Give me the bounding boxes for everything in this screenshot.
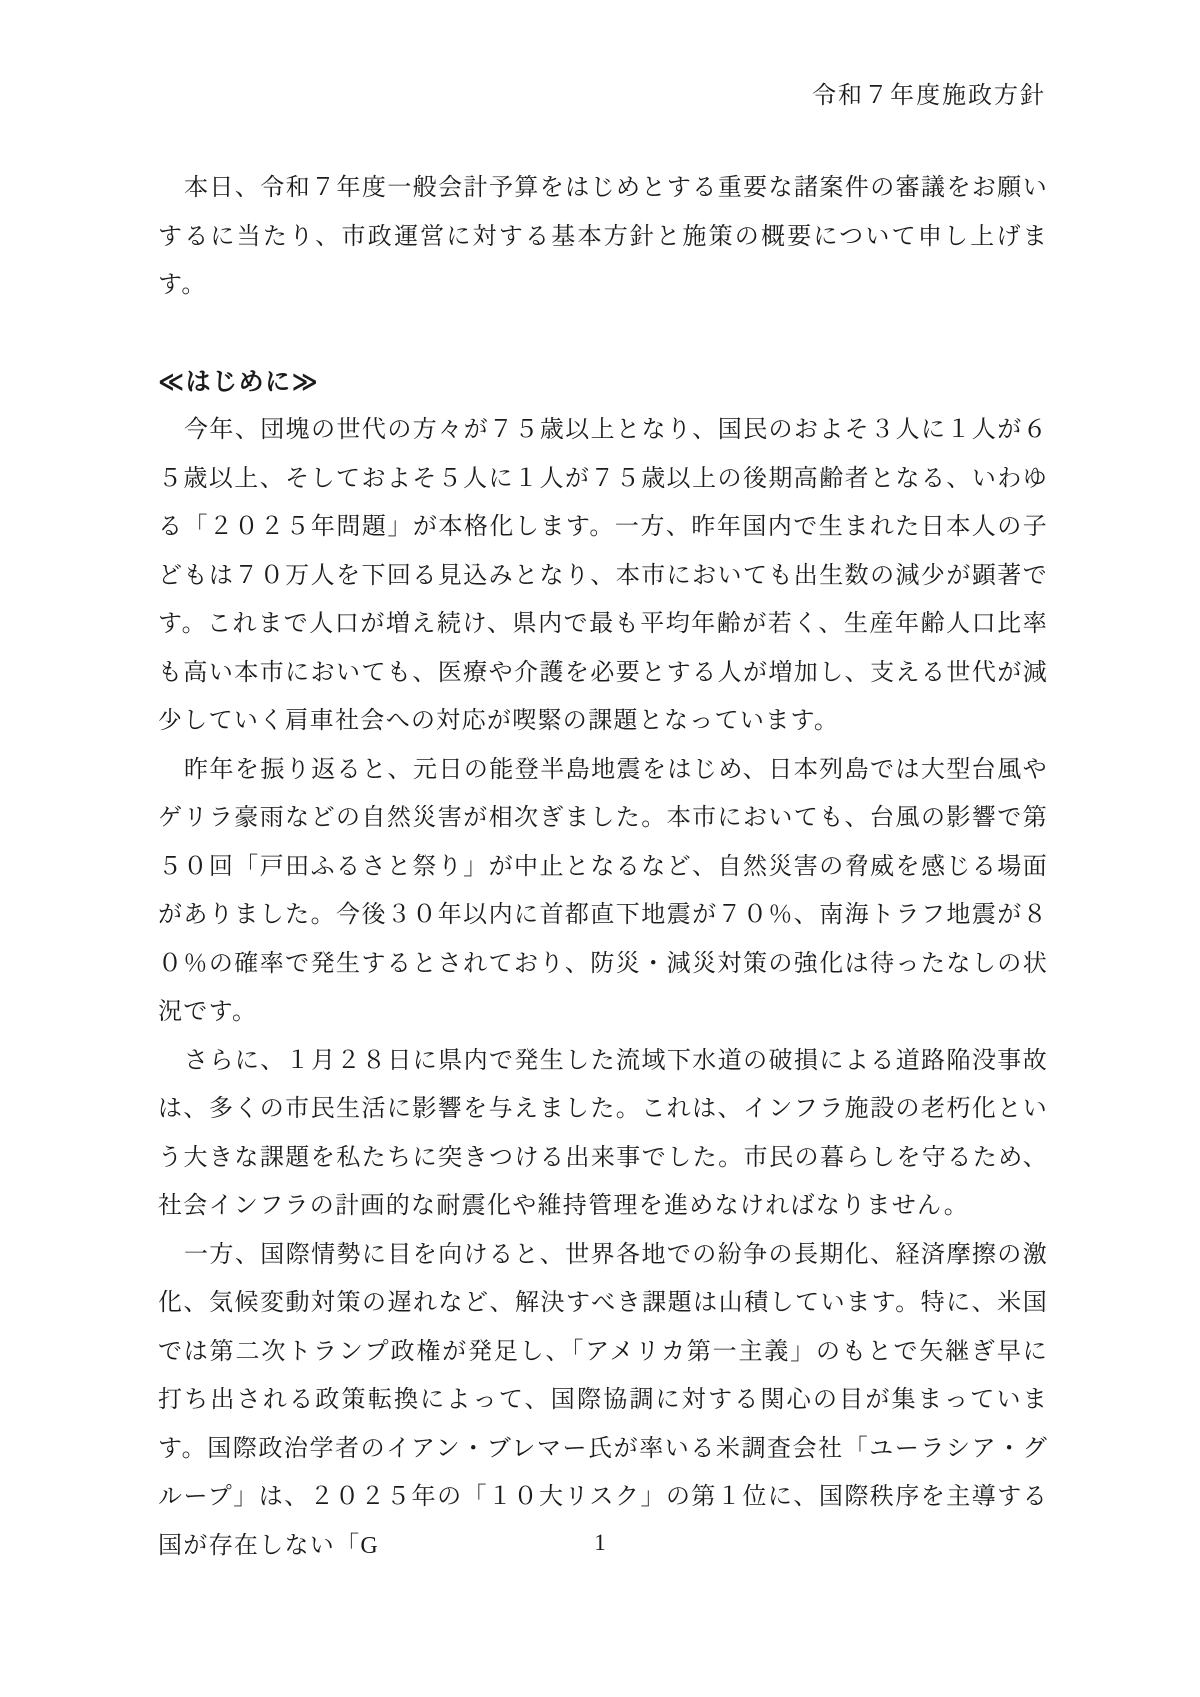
body-paragraph: さらに、１月２８日に県内で発生した流域下水道の破損による道路陥没事故は、多くの市民生活に影響を与えました。これは、インフラ施設の老朽化という大きな課題を私たちに突きつける出来事でした。市民の暮らしを守るため、社会インフラの計画的な耐震化や維持管理を進めなければなりません。 <box>158 1047 1048 1219</box>
document-header-title: 令和７年度施政方針 <box>812 83 1046 109</box>
page-number: 1 <box>594 1530 606 1555</box>
body-paragraph: 昨年を振り返ると、元日の能登半島地震をはじめ、日本列島では大型台風やゲリラ豪雨などの自然災害が相次ぎました。本市においても、台風の影響で第５０回「戸田ふるさと祭り」が中止となるなど、自然災害の脅威を感じる場面がありました。今後３０年以内に首都直下地震が７０％、南海トラフ地震が８０％の確率で発生するとされており、防災・減災対策の強化は待ったなしの状況です。 <box>158 756 1048 1025</box>
intro-paragraph: 本日、令和７年度一般会計予算をはじめとする重要な諸案件の審議をお願いするに当たり、市政運営に対する基本方針と施策の概要について申し上げます。 <box>158 175 1048 298</box>
document-body <box>158 164 1048 1570</box>
body-paragraph: 一方、国際情勢に目を向けると、世界各地での紛争の長期化、経済摩擦の激化、気候変動対策の遅れなど、解決すべき課題は山積しています。特に、米国では第二次トランプ政権が発足し、「アメリカ第一主義」のもとで矢継ぎ早に打ち出される政策転換によって、国際協調に対する関心の目が集まっています。国際政治学者のイアン・ブレマー氏が率いる米調査会社「ユーラシア・グループ」は、２０２５年の「１０大リスク」の第１位に、国際秩序を主導する国が存在しない「G <box>158 1241 1048 1559</box>
body-paragraph: 今年、団塊の世代の方々が７５歳以上となり、国民のおよそ３人に１人が６５歳以上、そしておよそ５人に１人が７５歳以上の後期高齢者となる、いわゆる「２０２５年問題」が本格化します。一方、昨年国内で生まれた日本人の子どもは７０万人を下回る見込みとなり、本市においても出生数の減少が顕著です。これまで人口が増え続け、県内で最も平均年齢が若く、生産年齢人口比率も高い本市においても、医療や介護を必要とする人が増加し、支える世代が減少していく肩車社会への対応が喫緊の課題となっています。 <box>158 417 1048 734</box>
section-heading-hajimeni: ≪はじめに≫ <box>158 367 320 396</box>
